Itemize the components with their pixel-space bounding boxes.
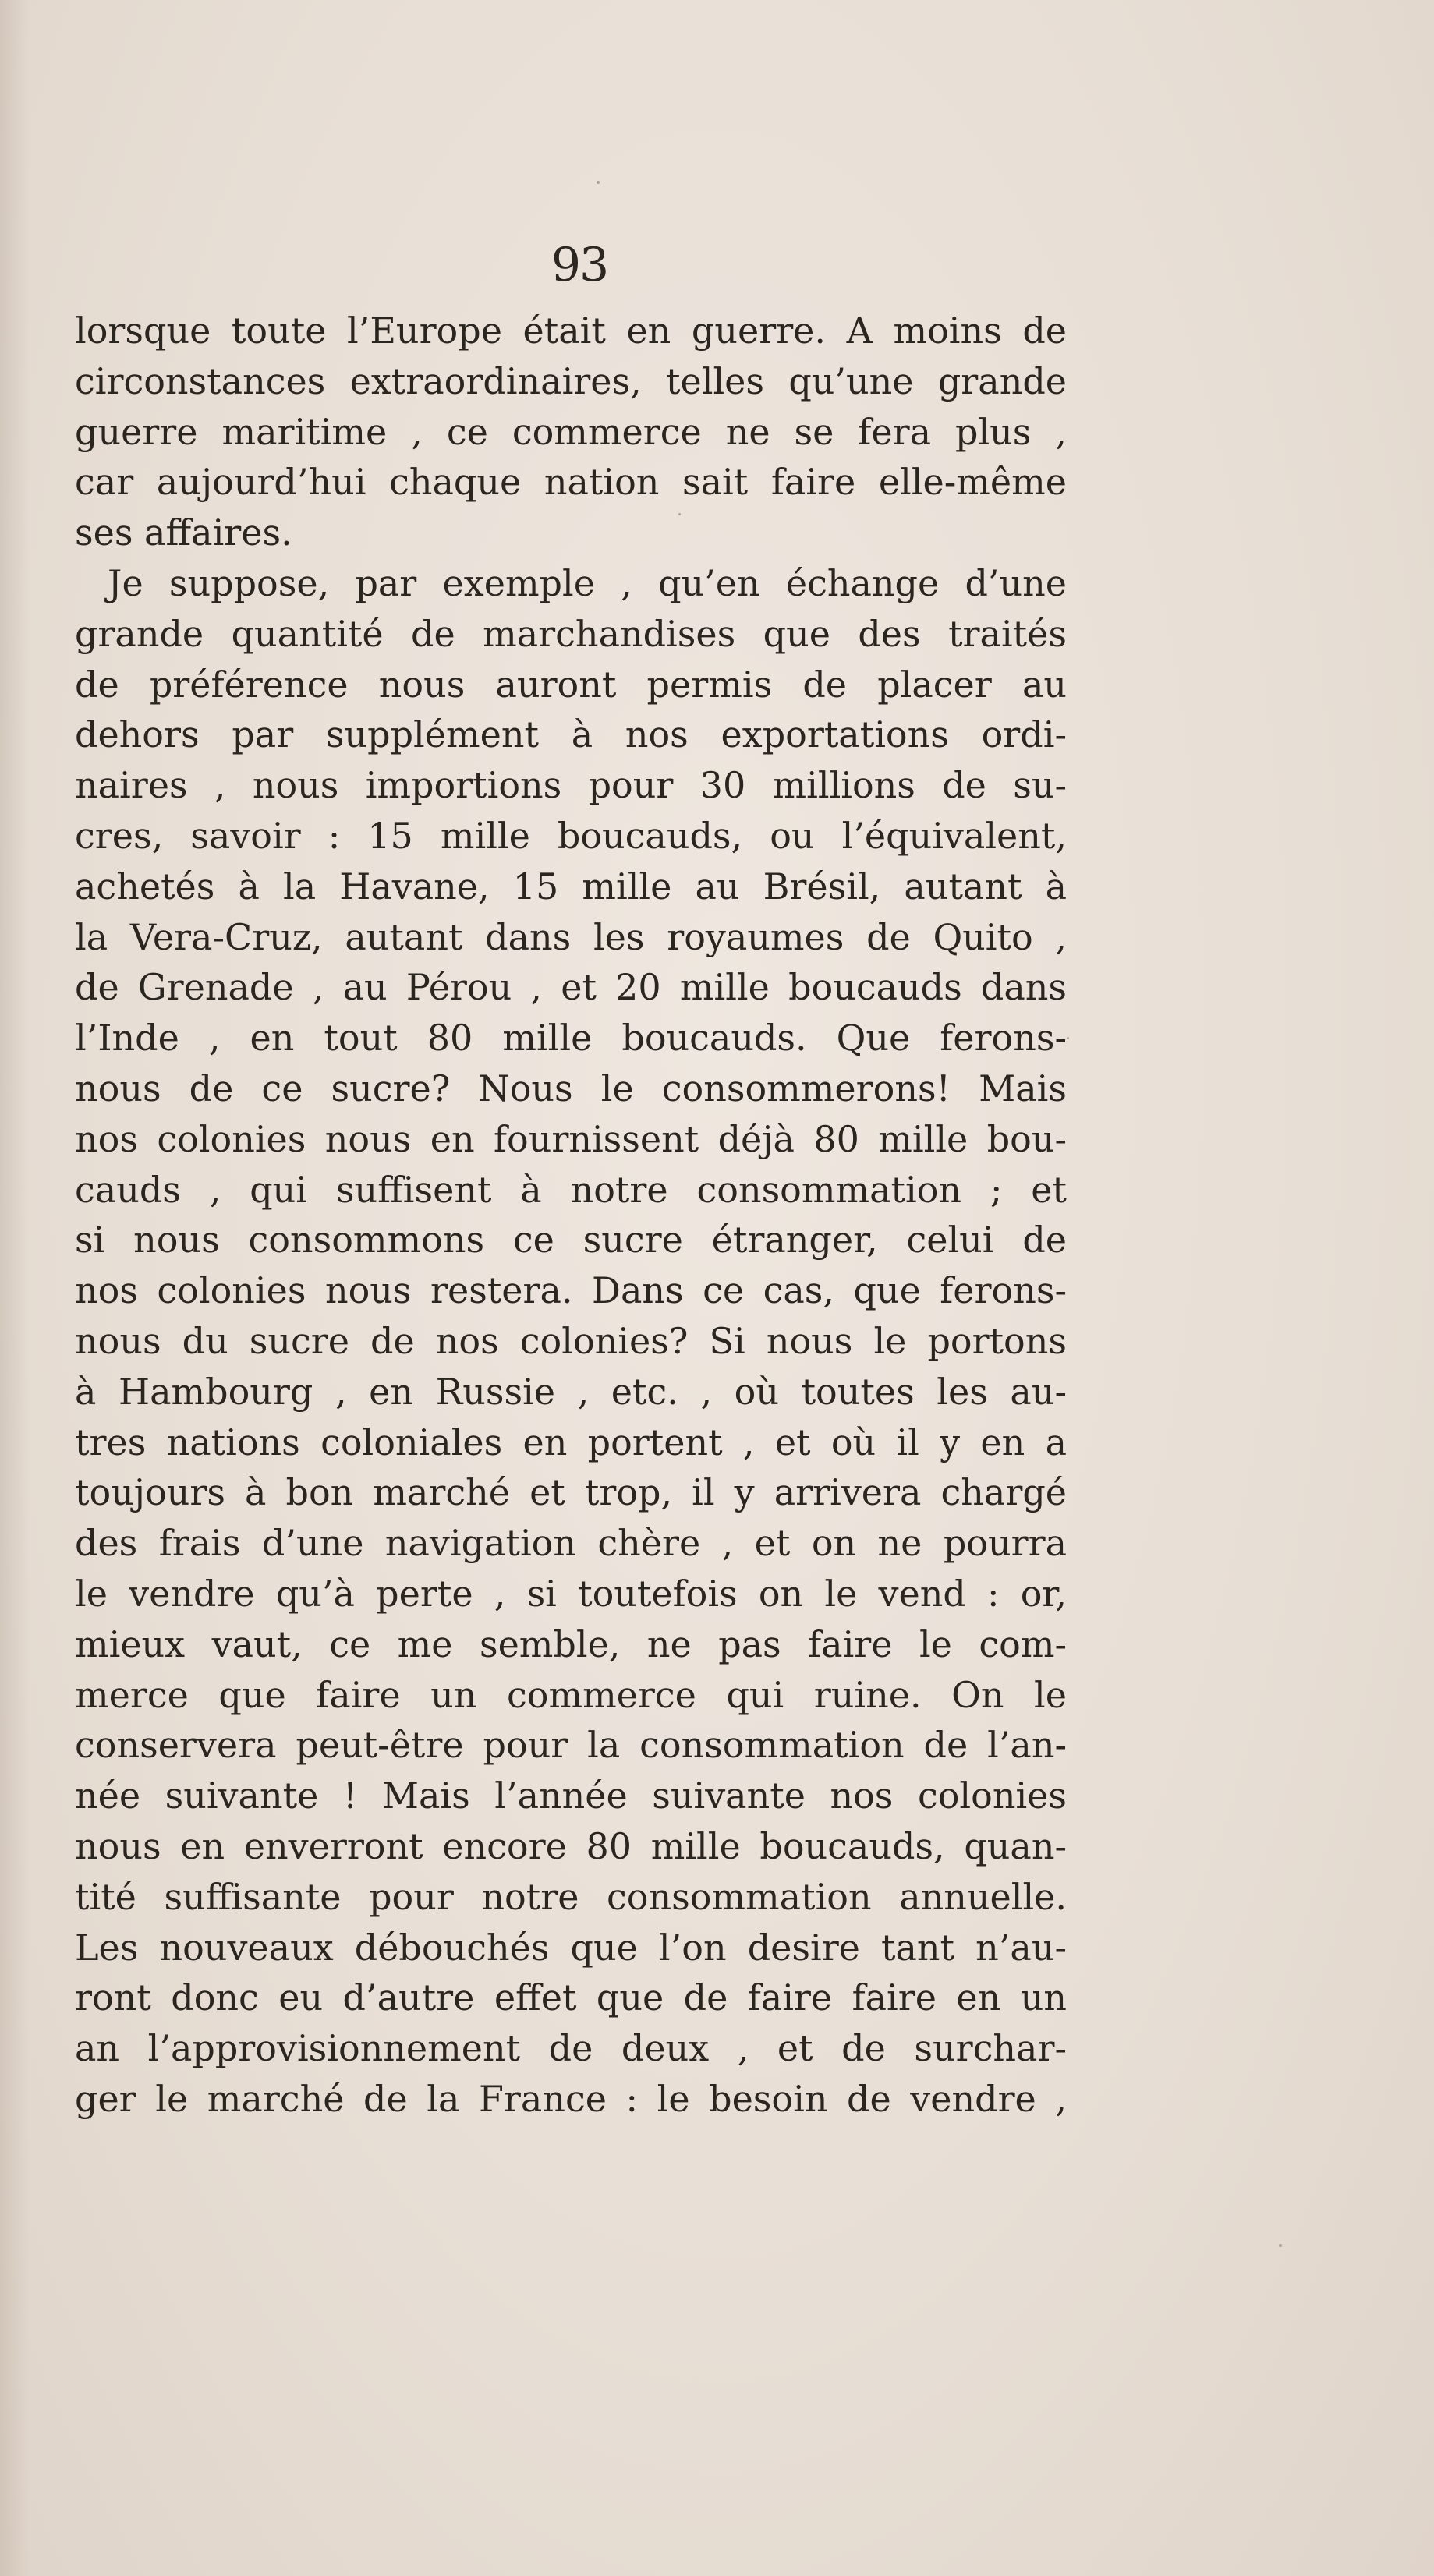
body-text xyxy=(75,306,1067,2125)
text-line: lorsque toute l’Europe était en guerre. A moins de xyxy=(75,310,1067,352)
text-line: de Grenade , au Pérou , et 20 mille boucauds dans xyxy=(75,966,1067,1009)
text-line: tité suffisante pour notre consommation annuelle. xyxy=(75,1875,1067,1918)
text-line: Je suppose, par exemple , qu’en échange d’une xyxy=(108,561,1067,604)
text-line: nous du sucre de nos colonies? Si nous le portons xyxy=(75,1319,1067,1362)
text-line: cres, savoir : 15 mille boucauds, ou l’équivalent, xyxy=(75,814,1067,857)
text-line: ront donc eu d’autre effet que de faire faire en un xyxy=(75,1976,1067,2019)
text-line: circonstances extraordinaires, telles qu’une grande xyxy=(75,359,1067,402)
text-line: guerre maritime , ce commerce ne se fera plus , xyxy=(75,410,1067,453)
text-line: si nous consommons ce sucre étranger, celui de xyxy=(75,1219,1067,1261)
text-line: naires , nous importions pour 30 millions de su- xyxy=(75,764,1067,807)
text-line: l’Inde , en tout 80 mille boucauds. Que ferons- xyxy=(75,1017,1067,1060)
text-line: merce que faire un commerce qui ruine. On le xyxy=(75,1673,1067,1716)
text-line: née suivante ! Mais l’année suivante nos colonies xyxy=(75,1775,1067,1817)
text-line: toujours à bon marché et trop, il y arrivera chargé xyxy=(75,1471,1067,1514)
paper-speck xyxy=(597,181,600,184)
text-line: nous en enverront encore 80 mille boucauds, quan- xyxy=(75,1824,1067,1867)
text-line: mieux vaut, ce me semble, ne pas faire le com- xyxy=(75,1622,1067,1665)
text-line: ses affaires. xyxy=(75,511,292,554)
text-line: grande quantité de marchandises que des traités xyxy=(75,612,1067,655)
paper-speck xyxy=(1279,2244,1282,2247)
text-line: nos colonies nous restera. Dans ce cas, que ferons- xyxy=(75,1269,1067,1312)
text-line: nos colonies nous en fournissent déjà 80 mille bou- xyxy=(75,1117,1067,1160)
text-line: à Hambourg , en Russie , etc. , où toutes les au- xyxy=(75,1370,1067,1413)
paper-speck xyxy=(1067,1037,1069,1039)
page-edge-shadow xyxy=(0,0,30,2576)
text-line: tres nations coloniales en portent , et où il y en a xyxy=(75,1421,1067,1463)
text-line: des frais d’une navigation chère , et on ne pourra xyxy=(75,1522,1067,1565)
text-line: le vendre qu’à perte , si toutefois on le vend : or, xyxy=(75,1572,1067,1615)
text-line: conservera peut-être pour la consommation de l’an- xyxy=(75,1724,1067,1767)
text-line: de préférence nous auront permis de placer au xyxy=(75,663,1067,706)
page-number: 93 xyxy=(551,238,608,292)
text-line: cauds , qui suffisent à notre consommation ; et xyxy=(75,1168,1067,1211)
text-line: ger le marché de la France : le besoin de vendre , xyxy=(75,2077,1067,2120)
text-line: car aujourd’hui chaque nation sait faire elle-même xyxy=(75,461,1067,504)
text-line: an l’approvisionnement de deux , et de surchar- xyxy=(75,2027,1067,2070)
paper-speck xyxy=(678,513,681,515)
text-line: nous de ce sucre? Nous le consommerons! Mais xyxy=(75,1067,1067,1109)
text-line: Les nouveaux débouchés que l’on desire tant n’au- xyxy=(75,1926,1067,1969)
text-line: la Vera-Cruz, autant dans les royaumes de Quito , xyxy=(75,915,1067,958)
text-line: achetés à la Havane, 15 mille au Brésil, autant à xyxy=(75,865,1067,908)
text-line: dehors par supplément à nos exportations ordi- xyxy=(75,713,1067,756)
